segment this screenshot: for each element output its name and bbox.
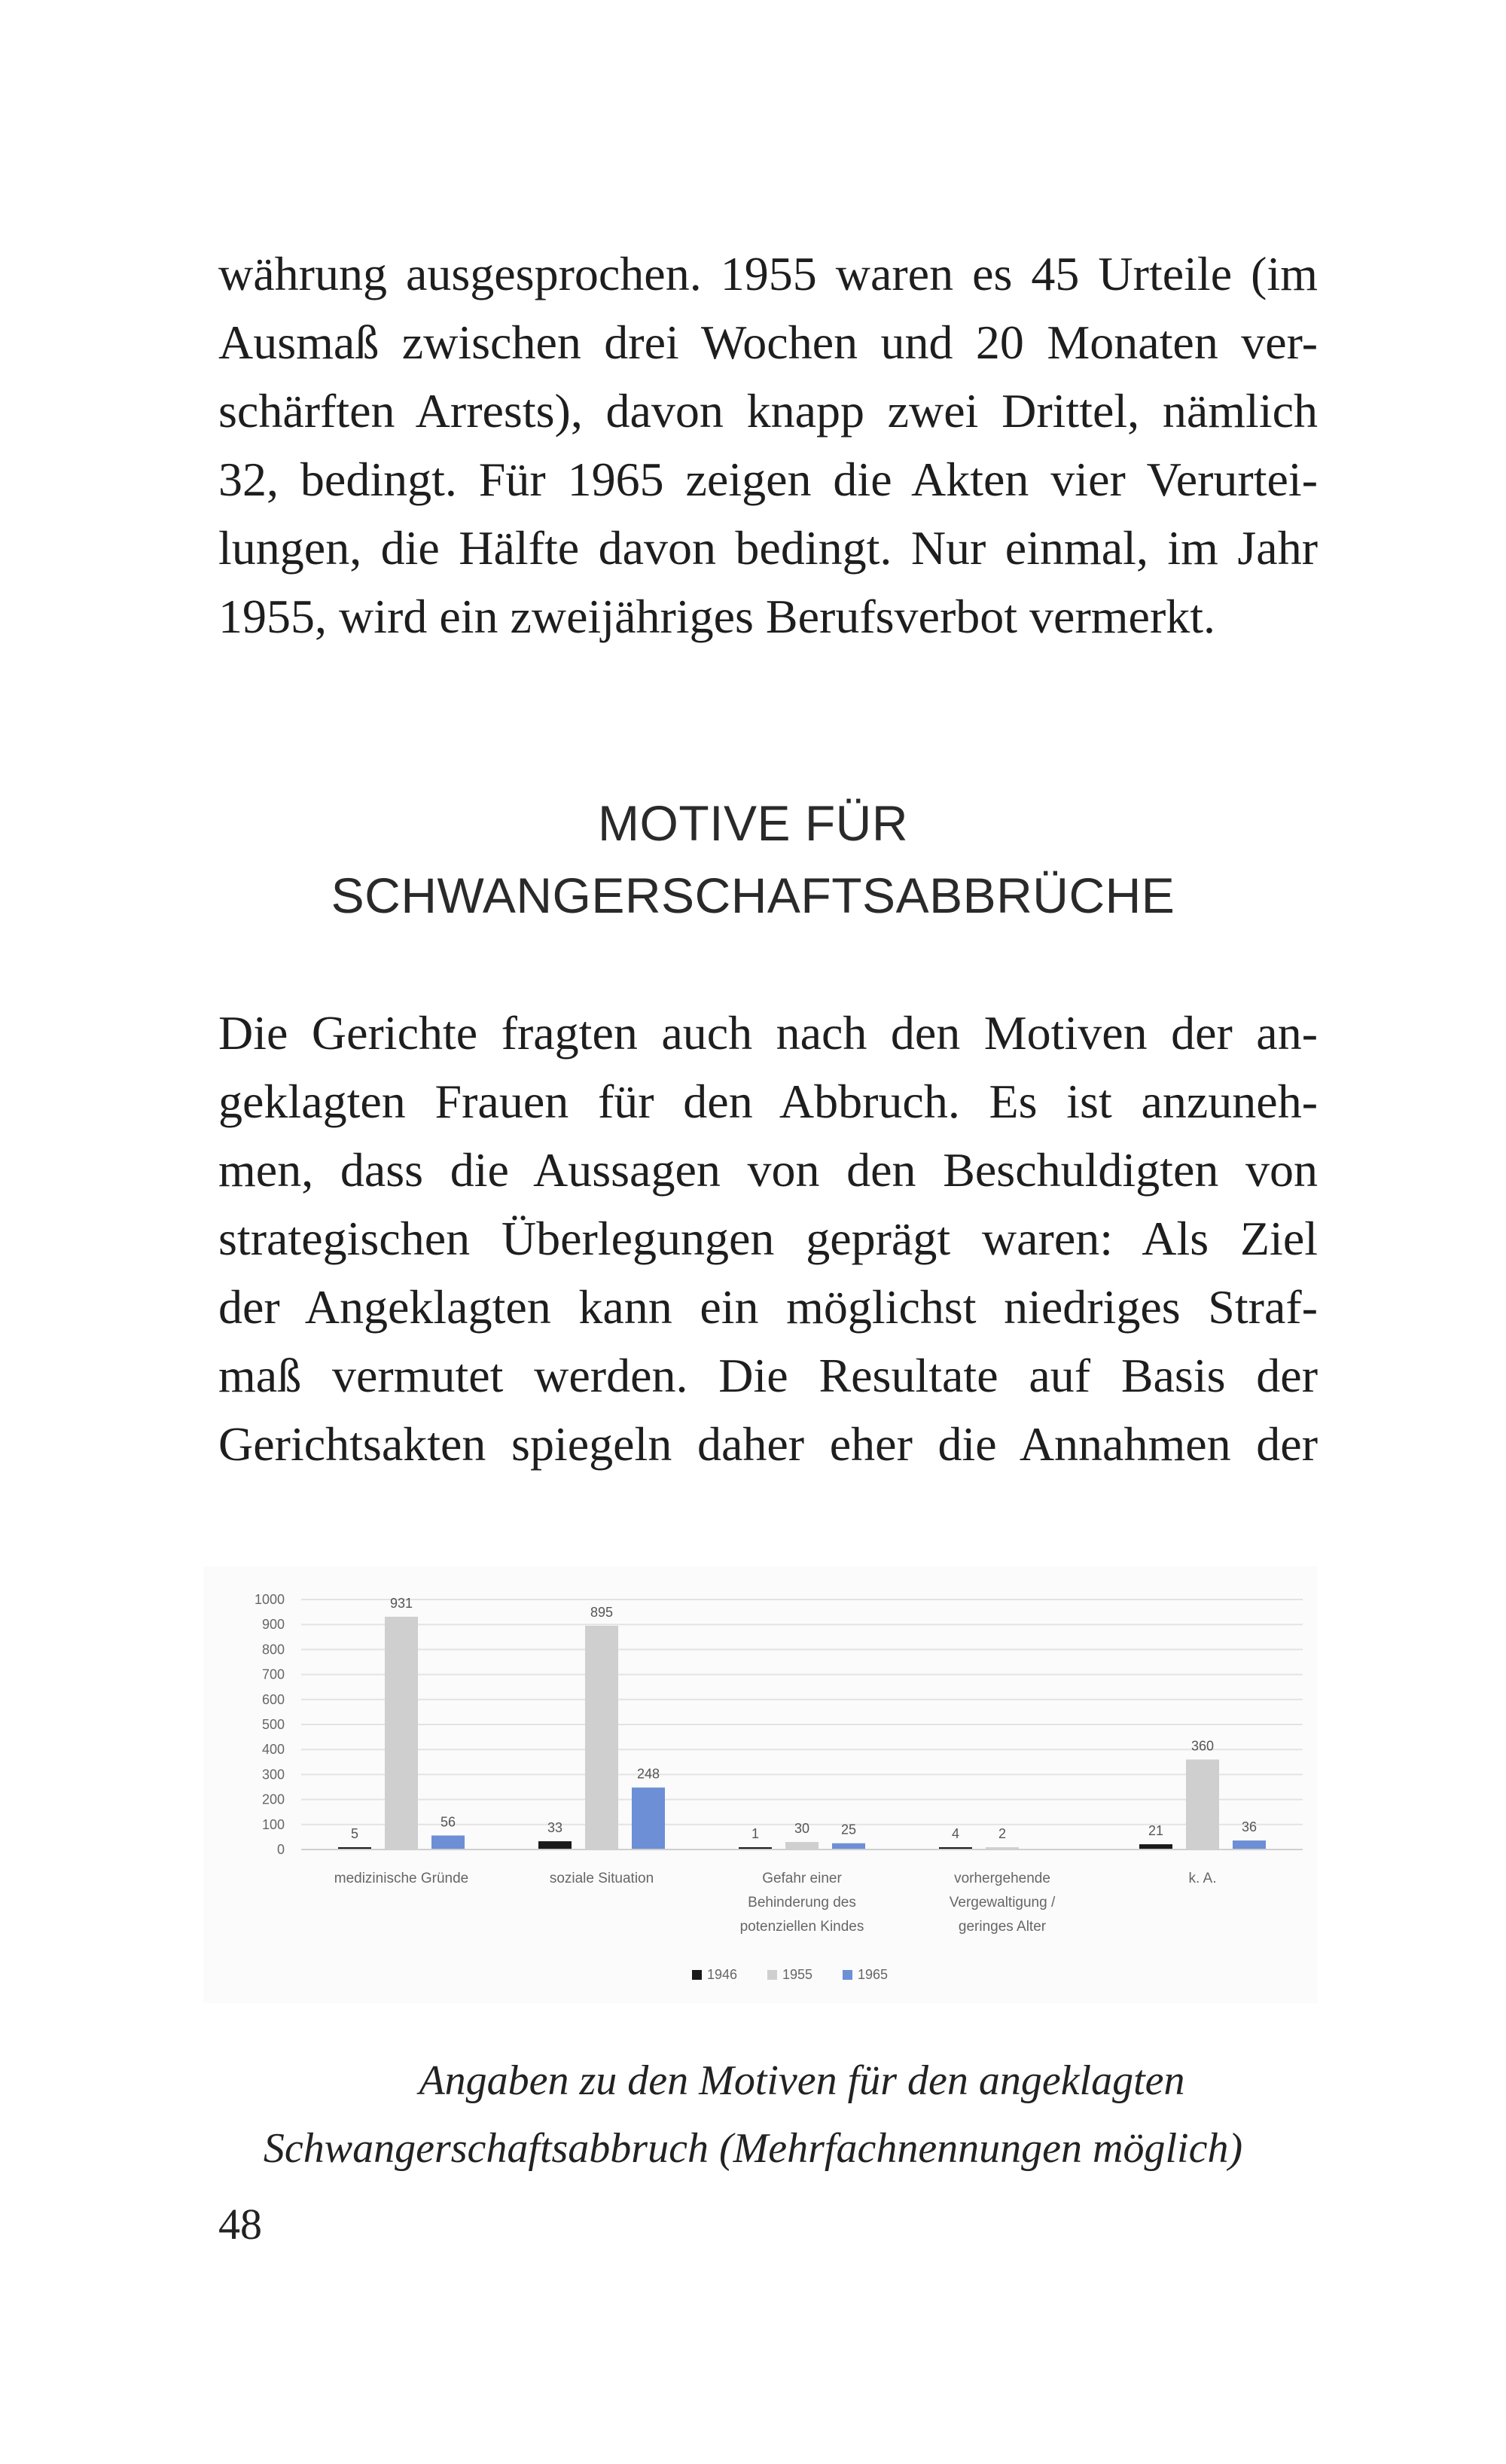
paragraph-2	[218, 999, 1318, 1478]
text-line: strategischen Überlegungen geprägt waren: Als Ziel	[218, 1212, 1318, 1265]
data-label: 56	[440, 1814, 456, 1830]
motives-bar-chart	[203, 1566, 1318, 2003]
text-line: men, dass die Aussagen von den Beschuldigten von	[218, 1143, 1318, 1197]
bar-1955	[385, 1617, 418, 1850]
legend-swatch-1965	[843, 1970, 852, 1980]
text-line: lungen, die Hälfte davon bedingt. Nur einmal, im Jahr	[218, 521, 1318, 575]
data-label: 4	[951, 1826, 960, 1841]
y-tick-label: 800	[261, 1642, 285, 1657]
legend-swatch-1955	[767, 1970, 777, 1980]
text-line: 32, bedingt. Für 1965 zeigen die Akten vier Verurtei-	[218, 453, 1318, 506]
text-line: schärften Arrests), davon knapp zwei Drittel, nämlich	[218, 384, 1318, 438]
bar-1965	[832, 1843, 865, 1850]
section-heading-line-1: MOTIVE FÜR	[598, 795, 908, 851]
category-label: vorhergehende	[954, 1871, 1050, 1886]
data-label: 30	[794, 1821, 810, 1837]
y-tick-label: 500	[261, 1717, 285, 1732]
text-line: 1955, wird ein zweijähriges Berufsverbot vermerkt.	[218, 590, 1216, 643]
bar-1965	[632, 1788, 665, 1850]
figure-caption	[0, 2047, 1506, 2182]
data-label: 2	[998, 1826, 1007, 1841]
paragraph-1	[218, 239, 1318, 651]
y-tick-label: 200	[261, 1792, 285, 1807]
figure-caption-line-2: Schwangerschaftsabbruch (Mehrfachnennungen möglich)	[263, 2125, 1243, 2172]
data-label: 895	[590, 1604, 614, 1620]
category-label: Vergewaltigung /	[949, 1895, 1056, 1911]
section-heading	[0, 787, 1506, 932]
data-label: 5	[350, 1826, 359, 1841]
bar-1955	[785, 1842, 819, 1850]
text-line: währung ausgesprochen. 1955 waren es 45 Urteile (im	[218, 247, 1318, 300]
bar-1965	[431, 1835, 465, 1850]
data-label: 1	[751, 1826, 760, 1841]
y-tick-label: 300	[261, 1767, 285, 1782]
text-line: maß vermutet werden. Die Resultate auf Basis der	[218, 1349, 1318, 1402]
legend-label: 1955	[782, 1967, 813, 1982]
bar-1946	[538, 1841, 572, 1850]
y-tick-label: 400	[261, 1742, 285, 1758]
category-label: soziale Situation	[549, 1871, 654, 1886]
data-label: 248	[636, 1766, 660, 1782]
chart-canvas	[203, 1566, 1318, 2003]
y-tick-label: 600	[261, 1691, 285, 1707]
bar-1946	[1139, 1844, 1172, 1850]
data-label: 25	[840, 1822, 857, 1837]
data-label: 931	[389, 1595, 413, 1611]
text-line: Die Gerichte fragten auch nach den Motiven der an-	[218, 1006, 1318, 1060]
text-line: geklagten Frauen für den Abbruch. Es ist anzuneh-	[218, 1075, 1318, 1128]
legend-swatch-1946	[692, 1970, 702, 1980]
category-label: medizinische Gründe	[334, 1871, 469, 1886]
bar-1955	[585, 1626, 618, 1850]
data-label: 360	[1190, 1738, 1215, 1754]
y-tick-label: 1000	[254, 1592, 285, 1607]
text-line: der Angeklagten kann ein möglichst niedriges Straf-	[218, 1280, 1318, 1334]
data-label: 21	[1148, 1823, 1164, 1839]
category-label: k. A.	[1188, 1871, 1217, 1886]
y-tick-label: 900	[261, 1617, 285, 1633]
legend-label: 1965	[858, 1967, 889, 1982]
y-tick-label: 0	[276, 1842, 285, 1857]
y-tick-label: 100	[261, 1816, 285, 1832]
data-label: 36	[1241, 1819, 1258, 1835]
page-number: 48	[218, 2200, 262, 2249]
y-tick-label: 700	[261, 1667, 285, 1682]
text-line: Ausmaß zwischen drei Wochen und 20 Monaten ver-	[218, 316, 1318, 369]
bar-1955	[1186, 1759, 1219, 1850]
data-label: 33	[547, 1820, 563, 1836]
section-heading-line-2: SCHWANGERSCHAFTSABBRÜCHE	[331, 868, 1175, 923]
figure-caption-line-1: Angaben zu den Motiven für den angeklagten	[419, 2057, 1185, 2104]
category-label: Behinderung des	[748, 1895, 856, 1911]
bar-1965	[1233, 1840, 1266, 1850]
legend-label: 1946	[707, 1967, 738, 1982]
category-label: potenziellen Kindes	[739, 1919, 864, 1935]
text-line: Gerichtsakten spiegeln daher eher die Annahmen der	[218, 1417, 1318, 1471]
category-label: Gefahr einer	[762, 1871, 842, 1886]
category-label: geringes Alter	[958, 1919, 1047, 1935]
